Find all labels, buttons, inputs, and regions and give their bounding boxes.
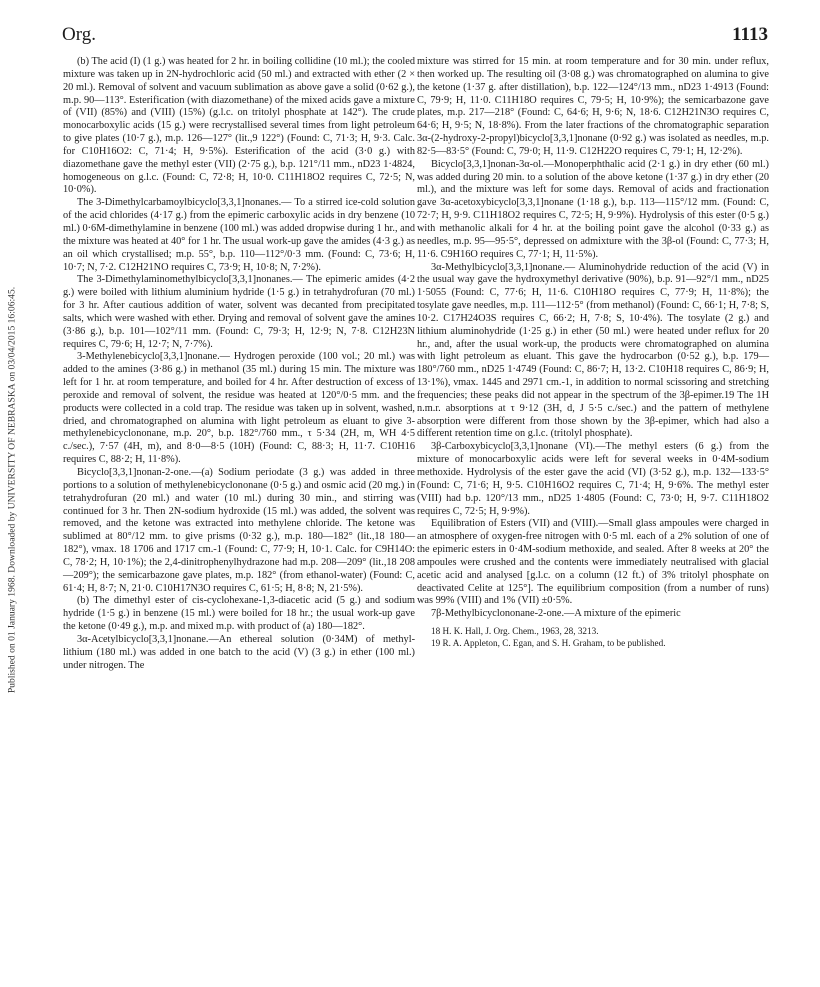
right-column (417, 56, 769, 649)
paragraph: The 3-Dimethylaminomethylbicyclo[3,3,1]nonanes.— The epimeric amides (4·2 g.) were boiled with lithium aluminium hydride (1·5 g.) in tetrahydrofuran (70 ml.) for 3 hr. After cautious addition of water, solvent was decanted from precipitated salts, which were washed with ether. Drying and removal of solvent gave the amines (3·86 g.), b.p. 101—102°/11 mm. (Found: C, 79·3; H, 12·9; N, 7·8. C12H23N requires C, 79·6; H, 12·7; N, 7·7%). (63, 274, 415, 350)
paragraph: 3α-Methylbicyclo[3,3,1]nonane.— Aluminohydride reduction of the acid (V) in the usual way gave the hydroxymethyl derivative (90%), b.p. 91—92°/1 mm., nD25 1·5055 (Found: C, 77·6; H, 11·6. C10H18O requires C, 77·9; H, 11·8%); the tosylate gave needles, m.p. 111—112·5° (from methanol) (Found: C, 66·1; H, 7·8; S, 10·2. C17H24O3S requires C, 66·2; H, 7·8; S, 10·4%). The tosylate (2 g.) and lithium aluminohydride (1·25 g.) in ether (50 ml.) were heated under reflux for 20 hr., and, after the usual work-up, the products were chromatographed on alumina with light petroleum as eluant. This gave the hydrocarbon (0·52 g.), b.p. 179—180°/760 mm., nD25 1·4749 (Found: C, 86·7; H, 13·2. C10H18 requires C, 86·9; H, 13·1%), νmax. 1445 and 2971 cm.-1, in addition to normal scissoring and stretching frequencies; these peaks did not appear in the spectrum of the 3β-epimer.19 The 1H n.m.r. absorptions at τ 9·12 (3H, d, J 5·5 c./sec.) and the pattern of methylene absorption were different from those shown by the 3β-epimer, which had also a different retention time on g.l.c. (tritolyl phosphate). (417, 261, 769, 440)
footnotes (417, 626, 769, 649)
paragraph: 3β-Carboxybicyclo[3,3,1]nonane (VI).—The methyl esters (6 g.) from the mixture of monocarboxylic acids were left for several weeks in 0·4M-sodium methoxide. Hydrolysis of the ester gave the acid (VI) (3·52 g.), m.p. 132—133·5° (Found: C, 71·6; H, 9·5. C10H16O2 requires C, 71·4; H, 9·6%. The methyl ester (VIII) had b.p. 120°/13 mm., nD25 1·4805 (Found: C, 73·0; H, 9·7. C11H18O2 requires C, 72·5; H, 9·9%). (417, 441, 769, 517)
page-header (62, 20, 768, 48)
left-column (63, 56, 415, 673)
footnote: 19 R. A. Appleton, C. Egan, and S. H. Graham, to be published. (431, 637, 666, 648)
paragraph: 3α-Acetylbicyclo[3,3,1]nonane.—An ethereal solution (0·34M) of methyl-lithium (180 ml.) was added in one batch to the acid (V) (3 g.) in ether (100 ml.) under nitrogen. The (63, 633, 415, 671)
paragraph: mixture was stirred for 15 min. at room temperature and for 30 min. under reflux, then worked up. The resulting oil (3·08 g.) was chromatographed on alumina to give the ketone (1·37 g. after distillation), b.p. 122—124°/13 mm., nD23 1·4913 (Found: C, 79·9; H, 11·0. C11H18O requires C, 79·5; H, 10·9%); the semicarbazone gave plates, m.p. 217—218° (Found: C, 64·6; H, 9·6; N, 18·6. C12H21N3O requires C, 64·6; H, 9·5; N, 18·8%). From the later fractions of the chromatographic separation 3α-(2-hydroxy-2-propyl)bicyclo[3,3,1]nonane (0·92 g.) was isolated as needles, m.p. 82·5—83·5° (Found: C, 79·0; H, 11·9. C12H22O requires C, 79·1; H, 12·2%). (417, 56, 769, 157)
paragraph: (b) The acid (I) (1 g.) was heated for 2 hr. in boiling collidine (10 ml.); the cooled mixture was taken up in 2N-hydrochloric acid (50 ml.) and extracted with ether (2 × 20 ml.). Removal of solvent and vacuum sublimation as above gave a solid (0·62 g.), m.p. 90—113°. Esterification (with diazomethane) of the mixed acids gave a mixture of (VII) (85%) and (VIII) (15%) (g.l.c. on tritolyl phosphate at 142°). The crude monocarboxylic acids (15 g.) were recrystallised several times from light petroleum to give plates (10·7 g.), m.p. 126—127° (lit.,9 122°) (Found: C, 71·3; H, 9·3. Calc. for C10H16O2: C, 71·4; H, 9·5%). Esterification of the acid (3·0 g.) with diazomethane gave the methyl ester (VII) (2·75 g.), b.p. 121°/11 mm., nD23 1·4824, homogeneous on g.l.c. (Found: C, 72·8; H, 10·0. C11H18O2 requires C, 72·5; N, 10·0%). (63, 56, 415, 196)
journal-name: Org. (62, 24, 96, 45)
paragraph: (b) The dimethyl ester of cis-cyclohexane-1,3-diacetic acid (5 g.) and sodium hydride (1·5 g.) in benzene (15 ml.) were boiled for 18 hr.; the usual work-up gave the ketone (0·49 g.), m.p. and mixed m.p. with product of (a) 180—182°. (63, 595, 415, 633)
paragraph: 7β-Methylbicyclononane-2-one.—A mixture of the epimeric (431, 608, 681, 620)
download-watermark (4, 140, 20, 840)
footnote: 18 H. K. Hall, J. Org. Chem., 1963, 28, 3213. (431, 626, 599, 637)
paragraph: The 3-Dimethylcarbamoylbicyclo[3,3,1]nonanes.— To a stirred ice-cold solution of the acid chlorides (4·17 g.) from the epimeric carboxylic acids in dry benzene (10 ml.) 0·6M-dimethylamine in benzene (100 ml.) was added dropwise during 1 hr., and the mixture was heated at 40° for 1 hr. The usual work-up gave the amides (4·3 g.) as an oil which crystallised; m.p. 55°, b.p. 110—112°/0·3 mm. (Found: C, 73·6; H, 10·7; N, 7·2. C12H21NO requires C, 73·9; H, 10·8; N, 7·2%). (63, 197, 415, 273)
paragraph: Equilibration of Esters (VII) and (VIII).—Small glass ampoules were charged in an atmosphere of oxygen-free nitrogen with 0·5 ml. each of a 2% solution of one of the epimeric esters in 0·4M-sodium methoxide, and sealed. After 8 weeks at 20° the ampoules were crushed and the contents were immediately neutralised with glacial acetic acid and analysed [g.l.c. on a column (12 ft.) of 3% tritolyl phosphate on deactivated Celite at 125°]. The equilibrium composition (from a number of runs) was 99% (VIII) and 1% (VII) ±0·5%. (417, 518, 769, 607)
page-number: 1113 (732, 24, 768, 45)
paragraph: 3-Methylenebicyclo[3,3,1]nonane.— Hydrogen peroxide (100 vol.; 20 ml.) was added to the amines (3·86 g.) in methanol (35 ml.) during 15 min. The mixture was left for 1 hr. at room temperature, and boiled for 4 hr. After destruction of excess of peroxide and removal of solvent, the residue was heated at 120°/0·5 mm. and the products were collected in a cold trap. The residue was taken up in solvent, washed, dried, and chromatographed on alumina with light petroleum as eluant to give 3-methylenebicyclononane, m.p. 20°, b.p. 182°/760 mm., τ 5·34 (2H, m, WH 4·5 c./sec.), 7·57 (4H, m), and 8·0—8·5 (10H) (Found: C, 88·3; H, 11·7. C10H16 requires C, 88·2; H, 11·8%). (63, 351, 415, 466)
download-watermark-text: Published on 01 January 1968. Downloaded by UNIVERSITY OF NEBRASKA on 03/04/2015 16:06:45. (6, 286, 18, 694)
paragraph: Bicyclo[3,3,1]nonan-3α-ol.—Monoperphthalic acid (2·1 g.) in dry ether (60 ml.) was added during 20 min. to a solution of the above ketone (1·37 g.) in dry ether (20 ml.), and the mixture was left for some days. Removal of acids and fractionation gave 3α-acetoxybicyclo[3,3,1]nonane (1·18 g.), b.p. 113—115°/12 mm. (Found: C, 72·7; H, 9·9. C11H18O2 requires C, 72·5; H, 9·9%). Hydrolysis of this ester (0·5 g.) with methanolic alkali for 4 hr. at the boiling point gave the alcohol (0·33 g.) as needles, m.p. 95—95·5°, depressed on admixture with the 3β-ol (Found: C, 77·3; H, 11·6. C9H16O requires C, 77·1; H, 11·5%). (417, 158, 769, 260)
paragraph: Bicyclo[3,3,1]nonan-2-one.—(a) Sodium periodate (3 g.) was added in three portions to a solution of methylenebicyclononane (0·5 g.) and osmic acid (20 mg.) in tetrahydrofuran (20 ml.) and water (10 ml.) during 30 min., and stirring was continued for 3 hr. Then 2N-sodium hydroxide (15 ml.) was added, the solvent was removed, and the ketone was extracted into methylene chloride. The ketone was sublimed at 80°/12 mm. to give prisms (0·32 g.), m.p. 180—182° (lit.,18 180—182°), νmax. 18 1706 and 1717 cm.-1 (Found: C, 77·9; H, 10·1. Calc. for C9H14O: C, 78·2; H, 10·1%); the 2,4-dinitrophenylhydrazone had m.p. 208—209° (lit.,18 208—209°); the semicarbazone gave plates, m.p. 182° (from ethanol-water) (Found: C, 61·4; H, 8·7; N, 21·0. C10H17N3O requires C, 61·5; H, 8·8; N, 21·5%). (63, 467, 415, 594)
